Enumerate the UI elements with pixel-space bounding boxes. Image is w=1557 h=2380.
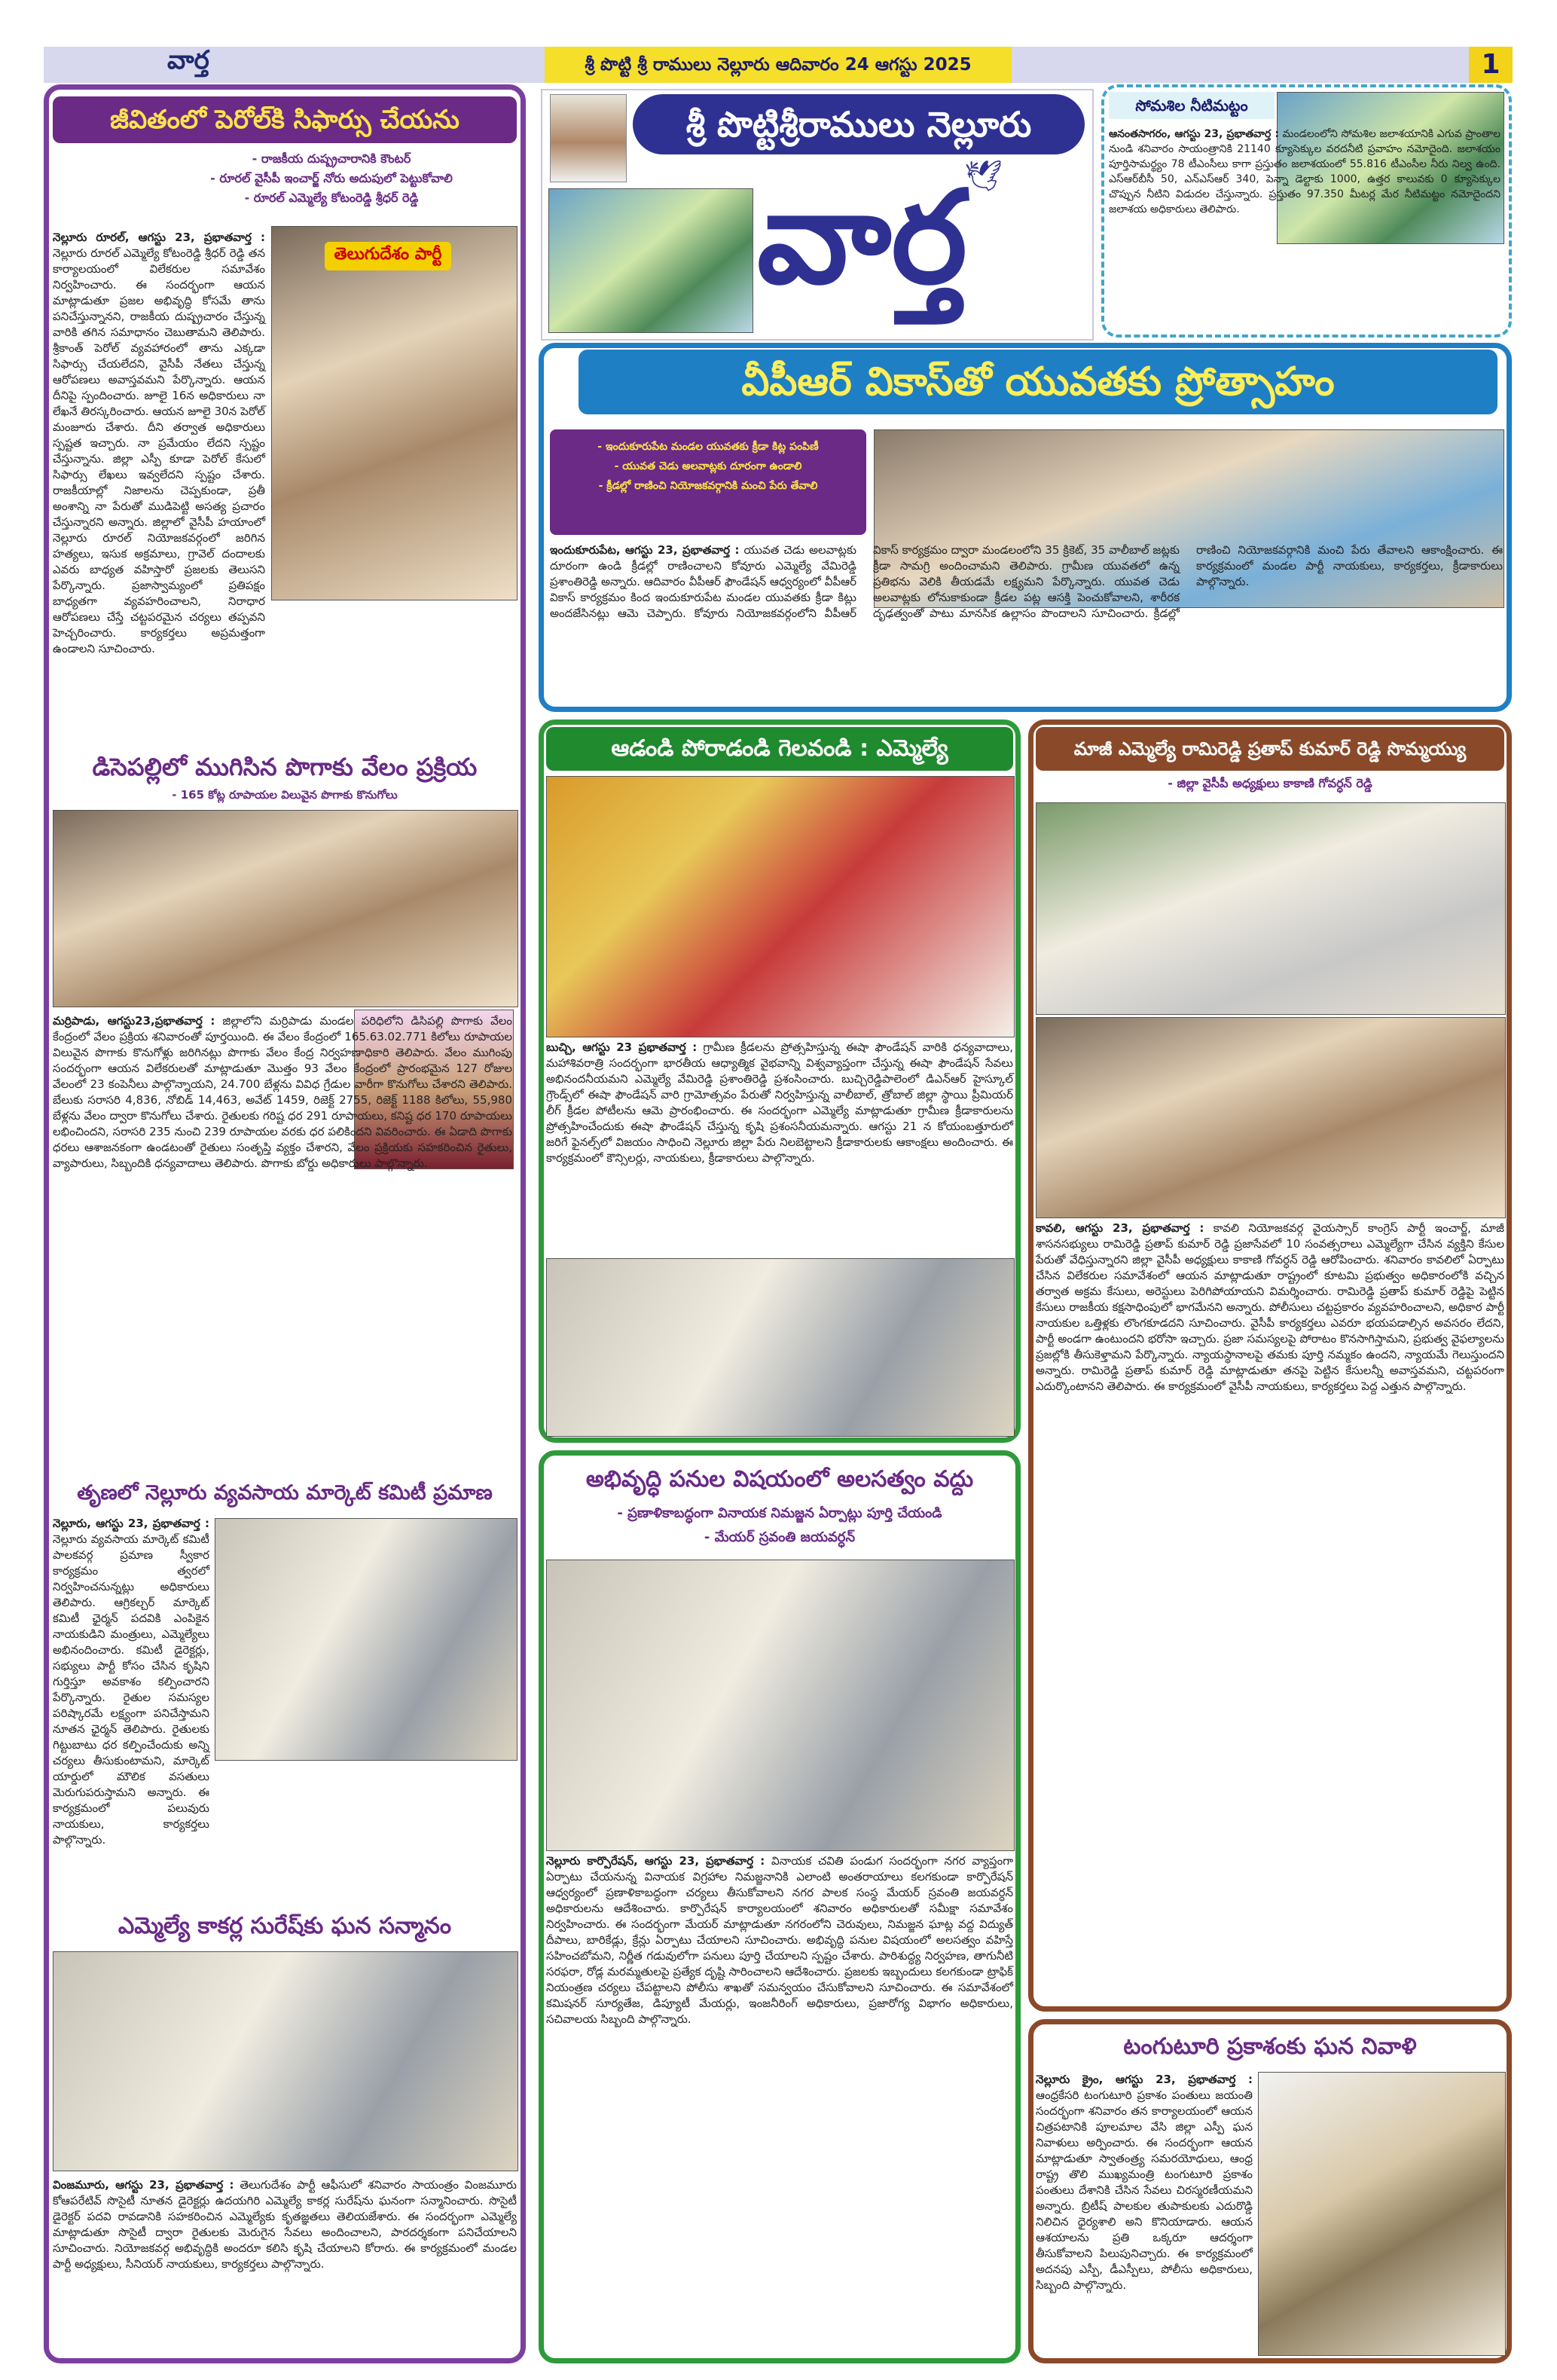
mayor-sub1: - ప్రణాళికాబద్ధంగా వినాయక నిమజ్జన ఏర్పాట్లు పూర్తి చేయండి (617, 1505, 942, 1521)
story2-headline: డిసెపల్లిలో ముగిసిన పొగాకు వేలం ప్రక్రియ (53, 746, 517, 788)
tanguturi-photo (1258, 2072, 1506, 2356)
ramireddy-photo-1 (1036, 802, 1506, 1015)
vpr-dateline: ఇందుకూరుపేట, ఆగస్టు 23, ప్రభాతవార్త : (550, 543, 740, 557)
mayor-body (546, 1853, 1013, 2354)
ramireddy-text: కావలి నియోజకవర్గ వైయస్సార్ కాంగ్రెస్ పార్టీ ఇంచార్జ్, మాజీ శాసనసభ్యులు రామిరెడ్డి ప్రతాప్ కుమార్ రెడ్డి ప్రజాసేవలో 10 సంవత్సరాలు ఎమ్మెల్యేగా చేసిన వ్యక్తిని కేసుల పేరుతో వేధిస్తున్నారని జిల్లా వైసీపీ అధ్యక్షులు కాకాణి గోవర్ధన్ రెడ్డి ఆరోపించారు. శనివారం కావలిలో ఏర్పాటు చేసిన విలేకరుల సమావేశంలో ఆయన మాట్లాడుతూ రాష్ట్రంలో కూటమి ప్రభుత్వం అధికారంలోకి వచ్చిన తర్వాత అక్రమ కేసులు, అరెస్టులు పెరిగిపోయాయని విమర్శించారు. రామిరెడ్డి ప్రతాప్ కుమార్ రెడ్డిపై పెట్టిన కేసులు రాజకీయ కక్షసాధింపులో భాగమేనని అన్నారు. పోలీసులు చట్టప్రకారం వ్యవహరించాలని, అధికార పార్టీ నాయకుల ఒత్తిళ్లకు లొంగకూడదని సూచించారు. వైసీపీ కార్యకర్తలు ఎవరూ భయపడాల్సిన అవసరం లేదని, పార్టీ అండగా ఉంటుందని భరోసా ఇచ్చారు. ప్రజా సమస్యలపై పోరాటం కొనసాగిస్తామని, ప్రభుత్వ వైఫల్యాలను ప్రజల్లోకి తీసుకెళ్తామని పేర్కొన్నారు. న్యాయస్థానాలపై తమకు పూర్తి నమ్మకం ఉందని, న్యాయమే గెలుస్తుందని అన్నారు. రామిరెడ్డి ప్రతాప్ కుమార్ రెడ్డి మాట్లాడుతూ తనపై పెట్టిన కేసులన్నీ అవాస్తవమని, చట్టపరంగా ఎదుర్కొంటానని తెలిపారు. ఈ కార్యక్రమంలో వైసీపీ నాయకులు, కార్యకర్తలు పెద్ద ఎత్తున పాల్గొన్నారు. (1036, 1221, 1504, 1393)
story1-dateline: నెల్లూరు రూరల్, ఆగస్టు 23, ప్రభాతవార్త : (53, 231, 265, 244)
edition-line: శ్రీ పొట్టి శ్రీ రాములు నెల్లూరు ఆదివారం 24 ఆగస్టు 2025 (545, 47, 1012, 83)
tanguturi-headline: టంగుటూరి ప్రకాశంకు ఘన నివాళి (1036, 2027, 1504, 2067)
vpr-headline: వీపీఆర్ వికాస్‌తో యువతకు ప్రోత్సాహం (579, 350, 1497, 414)
mayor-sub2: - మేయర్ స్రవంతి జయవర్ధన్ (704, 1529, 856, 1545)
story3-photo (215, 1518, 517, 1761)
story1-photo (271, 226, 517, 600)
mayor-photo (546, 1560, 1015, 1851)
header-logo: వార్త (167, 45, 209, 75)
vpr-bullet: - ఇందుకూరుపేట మండల యువతకు క్రీడా కిట్ల పంపిణీ (597, 441, 819, 453)
story2-photo (53, 810, 518, 1007)
mayor-dateline: నెల్లూరు కార్పొరేషన్, ఆగస్టు 23, ప్రభాతవార్త : (546, 1854, 765, 1868)
aadandi-photo-2 (546, 1258, 1015, 1437)
story2-text: జిల్లాలోని మర్రిపాడు మండల పరిధిలోని డిసిపల్లి పొగాకు వేలం కేంద్రంలో వేలం ప్రక్రియ శనివారంతో పూర్తయింది. ఈ వేలం కేంద్రంలో 165.63.02.771 కిలోలు రూపాయల విలువైన పొగాకు కొనుగోళ్లు జరిగినట్లు పొగాకు వేలం కేంద్ర నిర్వహణాధికారి తెలిపారు. వేలం ముగింపు సందర్భంగా ఆయన విలేకరులతో మాట్లాడుతూ మొత్తం 93 వేలం కేంద్రంలో ప్రారంభమైన 127 రోజుల వేలంలో 23 కంపెనీలు పాల్గొన్నాయని, 24.700 బేళ్లను వివిధ గ్రేడుల వారీగా కొనుగోలు చేశారని తెలిపారు. బేలుకు సరాసరి 4,836, నోబిడ్ 14,463, అవేట్ 1459, రిజెక్ట్ 2755, రిజెక్ట్ 1188 కిలోలు, 55,980 బేళ్లను వేలం ద్వారా కొనుగోలు చేశారు. రైతులకు గరిష్ట ధర 291 రూపాయలు, కనిష్ట ధర 170 రూపాయలు లభించిందని, సరాసరి 235 నుంచి 239 రూపాయల వరకు ధర పలికిందని వివరించారు. ఈ ఏడాది పొగాకు ధరలు ఆశాజనకంగా ఉండటంతో రైతులు సంతృప్తి వ్యక్తం చేశారని, వేలం ప్రక్రియకు సహకరించిన రైతులు, వ్యాపారులు, సిబ్బందికి ధన్యవాదాలు తెలిపారు. పొగాకు బోర్డు అధికారులు పాల్గొన్నారు. (53, 1014, 512, 1170)
aadandi-body (546, 1040, 1013, 1254)
story3-dateline: నెల్లూరు, ఆగస్టు 23, ప్రభాతవార్త : (53, 1517, 209, 1530)
story4-headline: ఎమ్మెల్యే కాకర్ల సురేష్‌కు ఘన సన్మానం (53, 1906, 517, 1947)
aadandi-dateline: బుచ్చి, ఆగస్టు 23 ప్రభాతవార్త : (546, 1040, 698, 1054)
somasila-body (1109, 127, 1501, 331)
mayor-text: వినాయక చవితి పండుగ సందర్భంగా నగర వ్యాప్తంగా ఏర్పాటు చేయనున్న వినాయక విగ్రహాల నిమజ్జనానికి ఎలాంటి అంతరాయాలు కలగకుండా కార్పొరేషన్ ఆధ్వర్యంలో ప్రణాళికాబద్ధంగా చర్యలు తీసుకోవాలని నగర పాలక సంస్థ మేయర్ స్రవంతి జయవర్ధన్ అధికారులను ఆదేశించారు. కార్పొరేషన్ కార్యాలయంలో శనివారం అధికారులతో సమీక్షా సమావేశం నిర్వహించారు. ఈ సందర్భంగా మేయర్ మాట్లాడుతూ నగరంలోని చెరువులు, నిమజ్జన ఘాట్ల వద్ద విద్యుత్ దీపాలు, బారికేడ్లు, క్రేన్లు ఏర్పాటు చేయాలని సూచించారు. అభివృద్ధి పనుల విషయంలో అలసత్వం వహిస్తే సహించబోమని, నిర్ణీత గడువులోగా పనులు పూర్తి చేయాలని స్పష్టం చేశారు. పారిశుద్ధ్య నిర్వహణ, తాగునీటి సరఫరా, రోడ్ల మరమ్మతులపై ప్రత్యేక దృష్టి సారించాలని ఆదేశించారు. ప్రజలకు ఇబ్బందులు కలగకుండా ట్రాఫిక్ నియంత్రణ చర్యలు చేపట్టాలని పోలీసు శాఖతో సమన్వయం చేసుకోవాలని సూచించారు. ఈ సమావేశంలో కమిషనర్ సూర్యతేజ, డిప్యూటీ మేయర్లు, ఇంజనీరింగ్ అధికారులు, ప్రజారోగ్య విభాగం అధికారులు, సచివాలయ సిబ్బంది పాల్గొన్నారు. (546, 1854, 1014, 2026)
tanguturi-body (1036, 2072, 1253, 2354)
story1-photo-sign: తెలుగుదేశం పార్టీ (325, 242, 451, 270)
somasila-title: సోమశిల నీటిమట్టం (1109, 92, 1275, 119)
story1-bullets (151, 149, 512, 225)
ramireddy-headline: మాజీ ఎమ్మెల్యే రామిరెడ్డి ప్రతాప్ కుమార్ రెడ్డి సొమ్మయ్యు (1036, 727, 1504, 771)
masthead-brand: వార్త (757, 162, 967, 313)
aadandi-text: గ్రామీణ క్రీడలను ప్రోత్సహిస్తున్న ఈషా ఫౌండేషన్ వారికి ధన్యవాదాలు, మహాశివరాత్రి సందర్భంగా భారతీయ ఆధ్యాత్మిక వైభవాన్ని విశ్వవ్యాప్తంగా చేస్తున్న ఈషా ఫౌండేషన్ సేవలు అభినందనీయమని ఎమ్మెల్యే వేమిరెడ్డి ప్రశాంతిరెడ్డి ప్రశంసించారు. బుచ్చిరెడ్డిపాలెంలో డిఎన్ఆర్ హైస్కూల్ గ్రౌండ్స్‌లో ఈషా ఫౌండేషన్ వారి గ్రామోత్సవం పేరుతో నిర్వహిస్తున్న వాలీబాల్, త్రోబాల్ జిల్లా స్థాయి ప్రీమియర్ లీగ్ క్రీడల పోటీలను ఆమె ప్రారంభించారు. ఈ సందర్భంగా ఎమ్మెల్యే మాట్లాడుతూ గ్రామీణ క్రీడాకారులను ప్రోత్సహించేందుకు ఈషా ఫౌండేషన్ చేస్తున్న కృషి ప్రశంసనీయమన్నారు. ఆగస్టు 21 న కోయంబత్తూరులో జరిగే ఫైనల్స్‌లో విజయం సాధించి నెల్లూరు జిల్లా పేరు నిలబెట్టాలని క్రీడాకారులకు ఆకాంక్షలు అందించారు. ఈ కార్యక్రమంలో కౌన్సిలర్లు, నాయకులు, క్రీడాకారులు పాల్గొన్నారు. (546, 1040, 1013, 1165)
story3-body (53, 1516, 209, 1900)
story1-text: నెల్లూరు రూరల్ ఎమ్మెల్యే కోటంరెడ్డి శ్రీధర్ రెడ్డి తన కార్యాలయంలో విలేకరుల సమావేశం నిర్వహించారు. ఈ సందర్భంగా ఆయన మాట్లాడుతూ ప్రజల అభివృద్ధి కోసమే తాను పనిచేస్తున్నానని, రాజకీయ దుష్ప్రచారం చేస్తున్న వారికి తగిన సమాధానం చెబుతామని తెలిపారు. శ్రీకాంత్ పెరోల్ వ్యవహారంలో తాను ఎక్కడా సిఫార్సు చేయలేదని, వైసీపీ నేతలు చేస్తున్న ఆరోపణలు అవాస్తవమని పేర్కొన్నారు. ఆయన దీనిపై స్పందించారు. జూలై 16న అధికారులు నా లేఖనే తిరస్కరించారు. ఆయన జూలై 30న పెరోల్ మంజూరు చేశారు. దీని తర్వాత అధికారులు స్పష్టత ఇచ్చారు. నా ప్రమేయం లేదని స్పష్టం చేస్తున్నాను. జిల్లా ఎస్పీ కూడా పెరోల్ కేసులో సిఫార్సు లేఖలు ఇవ్వలేదని స్పష్టం చేశారు. రాజకీయాల్లో నిజాలను చెప్పకుండా, ప్రతీ అంశాన్ని నా పేరుతో ముడిపెట్టి అసత్య ప్రచారం చేస్తున్నారని అన్నారు. జిల్లాలో వైసీపీ హయాంలో నెల్లూరు రూరల్ నియోజకవర్గంలో జరిగిన హత్యలు, ఇసుక అక్రమాలు, గ్రావెల్ దందాలకు ఎవరు బాధ్యత వహిస్తారో ప్రజలకు తెలుసని పేర్కొన్నారు. ప్రజాస్వామ్యంలో ప్రతిపక్షం బాధ్యతగా వ్యవహరించాలని, నిరాధార ఆరోపణలు చేస్తే చట్టపరమైన చర్యలు తప్పవని హెచ్చరించారు. కార్యకర్తలు అప్రమత్తంగా ఉండాలని సూచించారు. (53, 246, 265, 655)
vpr-bullets (550, 429, 866, 535)
story2-dateline: మర్రిపాడు, ఆగస్టు23,ప్రభాతవార్త : (53, 1014, 215, 1028)
story4-photo (53, 1951, 518, 2171)
vpr-text: యువత చెడు అలవాట్లకు దూరంగా ఉండి క్రీడల్లో రాణించాలని కోవూరు ఎమ్మెల్యే వేమిరెడ్డి ప్రశాంతిరెడ్డి అన్నారు. ఆదివారం వీపీఆర్ ఫౌండేషన్ ఆధ్వర్యంలో వీపీఆర్ వికాస్ కార్యక్రమం కింద ఇందుకూరుపేట మండల యువతకు క్రీడా కిట్లు అందజేసినట్లు ఆమె చెప్పారు. కోవూరు నియోజకవర్గంలోని వీపీఆర్ వికాస్ కార్యక్రమం ద్వారా మండలంలోని 35 క్రికెట్, 35 వాలీబాల్ జట్లకు క్రీడా సామగ్రి అందించామని తెలిపారు. గ్రామీణ యువతలో ఉన్న ప్రతిభను వెలికి తీయడమే లక్ష్యమని పేర్కొన్నారు. యువత చెడు అలవాట్లకు లోనుకాకుండా క్రీడల పట్ల ఆసక్తి పెంచుకోవాలని, శారీరక దృఢత్వంతో పాటు మానసిక ఉల్లాసం పొందాలని సూచించారు. క్రీడల్లో రాణించి నియోజకవర్గానికి మంచి పేరు తేవాలని ఆకాంక్షించారు. ఈ కార్యక్రమంలో మండల పార్టీ నాయకులు, కార్యకర్తలు, క్రీడాకారులు పాల్గొన్నారు. (550, 543, 1503, 620)
founder-portrait (550, 94, 627, 182)
tanguturi-text: ఆంధ్రకేసరి టంగుటూరి ప్రకాశం పంతులు జయంతి సందర్భంగా శనివారం తన కార్యాలయంలో ఆయన చిత్రపటానికి పూలమాల వేసి జిల్లా ఎస్పీ ఘన నివాళులు అర్పించారు. ఈ సందర్భంగా ఆయన మాట్లాడుతూ స్వాతంత్ర్య సమరయోధులు, ఆంధ్ర రాష్ట్ర తొలి ముఖ్యమంత్రి టంగుటూరి ప్రకాశం పంతులు దేశానికి చేసిన సేవలు చిరస్మరణీయమని అన్నారు. బ్రిటీష్ పాలకుల తుపాకులకు ఎదురొడ్డి నిలిచిన ధైర్యశాలి అని కొనియాడారు. ఆయన ఆశయాలను ప్రతి ఒక్కరూ ఆదర్శంగా తీసుకోవాలని పిలుపునిచ్చారు. ఈ కార్యక్రమంలో అదనపు ఎస్పీ, డీఎస్పీలు, పోలీసు అధికారులు, సిబ్బంది పాల్గొన్నారు. (1036, 2088, 1253, 2292)
story2-bullet: - 165 కోట్ల రూపాయల విలువైన పొగాకు కొనుగోలు (172, 788, 398, 802)
vpr-bullet: - యువత చెడు అలవాట్లకు దూరంగా ఉండాలి (614, 460, 802, 472)
story4-dateline: వింజమూరు, ఆగస్టు 23, ప్రభాతవార్త : (53, 2178, 234, 2192)
ramireddy-sub: - జిల్లా వైసీపీ అధ్యక్షులు కాకాణి గోవర్ధన్ రెడ్డి (1168, 776, 1372, 790)
vpr-bullet: - క్రీడల్లో రాణించి నియోజకవర్గానికి మంచి పేరు తేవాలి (598, 480, 818, 492)
ramireddy-dateline: కావలి, ఆగస్టు 23, ప్రభాతవార్త : (1036, 1221, 1204, 1235)
dove-icon: 🕊 (964, 159, 1003, 194)
ramireddy-body (1036, 1221, 1504, 2004)
story1-bullet: - రాజకీయ దుష్ప్రచారానికి కౌంటర్ (252, 151, 411, 166)
aadandi-headline: ఆడండి పోరాడండి గెలవండి : ఎమ్మెల్యే (546, 727, 1013, 771)
masthead-city: శ్రీ పొట్టిశ్రీరాములు నెల్లూరు (633, 94, 1085, 154)
story1-headline: జీవితంలో పెరోల్‌కి సిఫార్సు చేయను (53, 96, 517, 143)
somasila-dateline: ఆనంతసాగరం, ఆగస్టు 23, ప్రభాతవార్త : (1109, 128, 1279, 140)
story4-body (53, 2177, 517, 2354)
vpr-body (550, 542, 1503, 704)
story1-body (53, 230, 265, 655)
aadandi-photo-1 (546, 776, 1015, 1037)
story4-text: తెలుగుదేశం పార్టీ ఆఫీసులో శనివారం సాయంత్రం వింజమూరు కోఆపరేటివ్ సొసైటీ నూతన డైరెక్టర్లు ఉదయగిరి ఎమ్మెల్యే కాకర్ల సురేష్‌ను ఘనంగా సన్మానించారు. సొసైటీ డైరెక్టర్ పదవి రావడానికి సహకరించిన ఎమ్మెల్యేకు కృతజ్ఞతలు తెలియజేశారు. ఈ సందర్భంగా ఎమ్మెల్యే మాట్లాడుతూ సొసైటీ ద్వారా రైతులకు మెరుగైన సేవలు అందించాలని, పారదర్శకంగా పనిచేయాలని సూచించారు. నియోజకవర్గ అభివృద్ధికి అందరూ కలిసి కృషి చేయాలని కోరారు. ఈ కార్యక్రమంలో మండల పార్టీ అధ్యక్షులు, సీనియర్ నాయకులు, కార్యకర్తలు పాల్గొన్నారు. (53, 2178, 517, 2271)
story3-text: నెల్లూరు వ్యవసాయ మార్కెట్ కమిటీ పాలకవర్గ ప్రమాణ స్వీకార కార్యక్రమం త్వరలో నిర్వహించనున్నట్లు అధికారులు తెలిపారు. ఆగ్రికల్చర్ మార్కెట్ కమిటీ ఛైర్మన్ పదవికి ఎంపికైన నాయకుడిని మంత్రులు, ఎమ్మెల్యేలు అభినందించారు. కమిటీ డైరెక్టర్లు, సభ్యులు పార్టీ కోసం చేసిన కృషిని గుర్తిస్తూ అవకాశం కల్పించారని పేర్కొన్నారు. రైతుల సమస్యల పరిష్కారమే లక్ష్యంగా పనిచేస్తామని నూతన ఛైర్మన్ తెలిపారు. రైతులకు గిట్టుబాటు ధర కల్పించేందుకు అన్ని చర్యలు తీసుకుంటామని, మార్కెట్ యార్డులో మౌలిక వసతులు మెరుగుపరుస్తామని అన్నారు. ఈ కార్యక్రమంలో పలువురు నాయకులు, కార్యకర్తలు పాల్గొన్నారు. (53, 1532, 209, 1847)
tanguturi-dateline: నెల్లూరు క్రైం, ఆగస్టు 23, ప్రభాతవార్త : (1036, 2073, 1253, 2086)
masthead-collage (548, 188, 753, 333)
page-number: 1 (1469, 47, 1513, 83)
mayor-headline: అభివృద్ధి పనుల విషయంలో అలసత్వం వద్దు (546, 1458, 1013, 1502)
story1-bullet: - రూరల్ ఎమ్మెల్యే కోటంరెడ్డి శ్రీధర్ రెడ్డి (244, 191, 419, 205)
ramireddy-photo-2 (1036, 1017, 1506, 1218)
story1-bullet: - రూరల్ వైసీపీ ఇంచార్జ్ నోరు అదుపులో పెట్టుకోవాలి (210, 171, 453, 185)
story3-headline: తృణలో నెల్లూరు వ్యవసాయ మార్కెట్ కమిటీ ప్రమాణ (53, 1473, 517, 1514)
somasila-text: మండలంలోని సోమశిల జలాశయానికి ఎగువ ప్రాంతాల నుండి శనివారం సాయంత్రానికి 21140 క్యూసెక్కుల వరదనీటి ప్రవాహం నమోదైంది. జలాశయం పూర్తిసామర్థ్యం 78 టీఎంసీలు కాగా ప్రస్తుతం జలాశయంలో 55.816 టీఎంసీల నీరు నిల్వ ఉంది. ఎస్ఆర్‌బీసీ 50, ఎన్ఎస్ఆర్ 340, పెన్నా డెల్టాకు 1000, ఉత్తర కాలువకు 0 క్యూసెక్కుల చొప్పున నీటిని విడుదల చేస్తున్నారు. ప్రస్తుతం 97.350 మీటర్ల మేర నీటిమట్టం నమోదైందని జలాశయ అధికారులు తెలిపారు. (1109, 128, 1501, 215)
story2-body (53, 1013, 512, 1469)
